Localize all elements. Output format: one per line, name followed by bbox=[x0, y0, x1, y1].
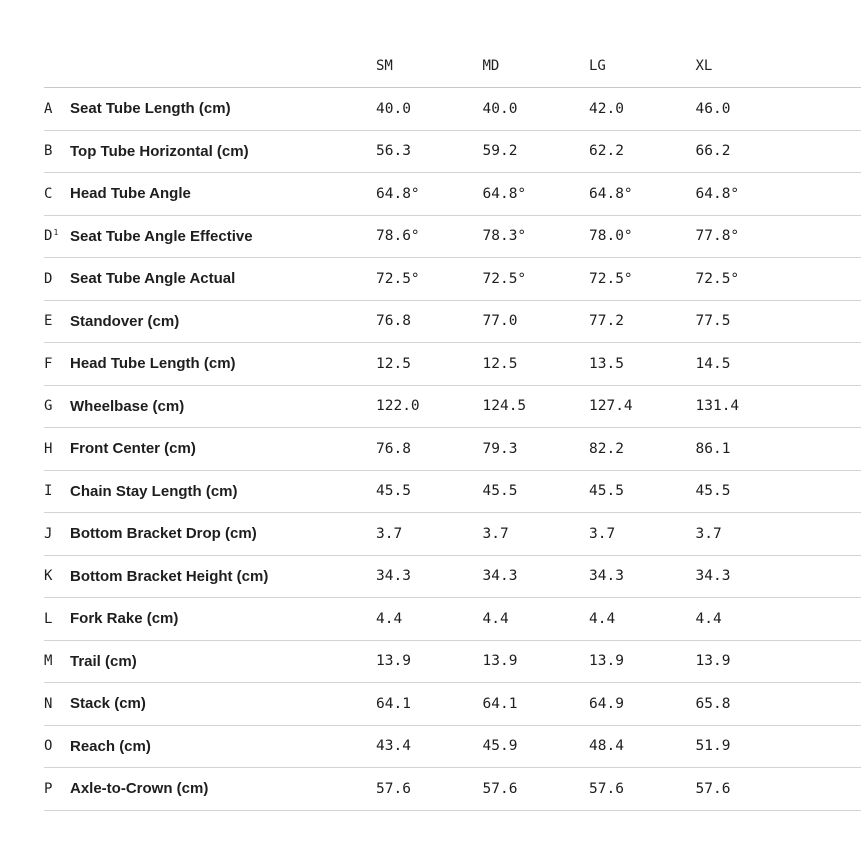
value-cell-md: 78.3° bbox=[483, 215, 590, 258]
value-cell-md: 59.2 bbox=[483, 130, 590, 173]
row-letter-text: C bbox=[44, 185, 53, 202]
value-cell-lg: 82.2 bbox=[589, 428, 696, 471]
value-cell-sm: 56.3 bbox=[376, 130, 483, 173]
row-letter bbox=[44, 683, 70, 726]
value-cell-lg: 78.0° bbox=[589, 215, 696, 258]
value-cell-sm: 72.5° bbox=[376, 258, 483, 301]
value-cell-lg: 64.8° bbox=[589, 173, 696, 216]
table-row bbox=[44, 300, 861, 343]
value-cell-sm: 40.0 bbox=[376, 88, 483, 131]
value-cell-lg: 4.4 bbox=[589, 598, 696, 641]
table-row bbox=[44, 215, 861, 258]
value-cell-sm: 45.5 bbox=[376, 470, 483, 513]
row-letter-text: D bbox=[44, 270, 53, 287]
value-cell-sm: 12.5 bbox=[376, 343, 483, 386]
value-cell-sm: 76.8 bbox=[376, 428, 483, 471]
table-row bbox=[44, 513, 861, 556]
row-letter bbox=[44, 215, 70, 258]
value-cell-md: 45.9 bbox=[483, 725, 590, 768]
value-cell-lg: 77.2 bbox=[589, 300, 696, 343]
row-label: Fork Rake (cm) bbox=[70, 598, 376, 641]
table-row bbox=[44, 555, 861, 598]
value-cell-md: 34.3 bbox=[483, 555, 590, 598]
row-label: Front Center (cm) bbox=[70, 428, 376, 471]
value-cell-sm: 34.3 bbox=[376, 555, 483, 598]
value-cell-md: 4.4 bbox=[483, 598, 590, 641]
value-cell-xl: 65.8 bbox=[696, 683, 861, 726]
value-cell-lg: 13.5 bbox=[589, 343, 696, 386]
value-cell-lg: 64.9 bbox=[589, 683, 696, 726]
table-row bbox=[44, 640, 861, 683]
row-letter bbox=[44, 598, 70, 641]
value-cell-md: 77.0 bbox=[483, 300, 590, 343]
value-cell-md: 12.5 bbox=[483, 343, 590, 386]
value-cell-lg: 62.2 bbox=[589, 130, 696, 173]
table-row bbox=[44, 343, 861, 386]
row-letter-text: L bbox=[44, 610, 53, 627]
value-cell-xl: 86.1 bbox=[696, 428, 861, 471]
value-cell-lg: 45.5 bbox=[589, 470, 696, 513]
row-letter-text: I bbox=[44, 483, 53, 500]
header-size-sm: SM bbox=[376, 45, 483, 88]
table-row bbox=[44, 768, 861, 811]
value-cell-sm: 122.0 bbox=[376, 385, 483, 428]
value-cell-sm: 13.9 bbox=[376, 640, 483, 683]
value-cell-md: 40.0 bbox=[483, 88, 590, 131]
row-letter-text: D bbox=[44, 228, 53, 245]
row-letter bbox=[44, 88, 70, 131]
table-row bbox=[44, 470, 861, 513]
row-label: Seat Tube Angle Effective bbox=[70, 215, 376, 258]
row-label: Seat Tube Length (cm) bbox=[70, 88, 376, 131]
table-body bbox=[44, 88, 861, 811]
value-cell-lg: 13.9 bbox=[589, 640, 696, 683]
value-cell-lg: 127.4 bbox=[589, 385, 696, 428]
row-label: Bottom Bracket Drop (cm) bbox=[70, 513, 376, 556]
table-row bbox=[44, 428, 861, 471]
value-cell-md: 13.9 bbox=[483, 640, 590, 683]
row-letter bbox=[44, 173, 70, 216]
row-letter bbox=[44, 258, 70, 301]
value-cell-sm: 57.6 bbox=[376, 768, 483, 811]
header-label-cell bbox=[70, 45, 376, 88]
value-cell-xl: 77.5 bbox=[696, 300, 861, 343]
header-size-lg: LG bbox=[589, 45, 696, 88]
value-cell-xl: 64.8° bbox=[696, 173, 861, 216]
value-cell-lg: 57.6 bbox=[589, 768, 696, 811]
geometry-table bbox=[44, 45, 861, 811]
row-letter bbox=[44, 513, 70, 556]
value-cell-xl: 131.4 bbox=[696, 385, 861, 428]
table-row bbox=[44, 385, 861, 428]
value-cell-lg: 48.4 bbox=[589, 725, 696, 768]
table-header bbox=[44, 45, 861, 88]
value-cell-xl: 72.5° bbox=[696, 258, 861, 301]
value-cell-lg: 72.5° bbox=[589, 258, 696, 301]
row-label: Chain Stay Length (cm) bbox=[70, 470, 376, 513]
table-row bbox=[44, 173, 861, 216]
row-letter-text: B bbox=[44, 143, 53, 160]
row-letter-text: M bbox=[44, 653, 53, 670]
header-letter-cell bbox=[44, 45, 70, 88]
row-letter bbox=[44, 343, 70, 386]
value-cell-sm: 76.8 bbox=[376, 300, 483, 343]
table-row bbox=[44, 725, 861, 768]
row-label: Top Tube Horizontal (cm) bbox=[70, 130, 376, 173]
row-label: Axle-to-Crown (cm) bbox=[70, 768, 376, 811]
row-letter-text: O bbox=[44, 738, 53, 755]
value-cell-xl: 46.0 bbox=[696, 88, 861, 131]
value-cell-sm: 43.4 bbox=[376, 725, 483, 768]
row-letter bbox=[44, 300, 70, 343]
row-label: Bottom Bracket Height (cm) bbox=[70, 555, 376, 598]
value-cell-lg: 42.0 bbox=[589, 88, 696, 131]
value-cell-xl: 45.5 bbox=[696, 470, 861, 513]
value-cell-sm: 64.8° bbox=[376, 173, 483, 216]
table-row bbox=[44, 683, 861, 726]
row-letter-text: P bbox=[44, 780, 53, 797]
header-row bbox=[44, 45, 861, 88]
value-cell-xl: 51.9 bbox=[696, 725, 861, 768]
value-cell-xl: 3.7 bbox=[696, 513, 861, 556]
table-row bbox=[44, 258, 861, 301]
value-cell-sm: 4.4 bbox=[376, 598, 483, 641]
row-letter bbox=[44, 130, 70, 173]
value-cell-lg: 3.7 bbox=[589, 513, 696, 556]
value-cell-sm: 78.6° bbox=[376, 215, 483, 258]
row-label: Trail (cm) bbox=[70, 640, 376, 683]
row-letter-text: A bbox=[44, 100, 53, 117]
value-cell-md: 79.3 bbox=[483, 428, 590, 471]
value-cell-xl: 66.2 bbox=[696, 130, 861, 173]
value-cell-md: 72.5° bbox=[483, 258, 590, 301]
row-letter bbox=[44, 725, 70, 768]
row-label: Standover (cm) bbox=[70, 300, 376, 343]
row-letter bbox=[44, 470, 70, 513]
row-letter bbox=[44, 555, 70, 598]
value-cell-xl: 77.8° bbox=[696, 215, 861, 258]
value-cell-md: 64.8° bbox=[483, 173, 590, 216]
value-cell-sm: 64.1 bbox=[376, 683, 483, 726]
row-label: Seat Tube Angle Actual bbox=[70, 258, 376, 301]
value-cell-md: 45.5 bbox=[483, 470, 590, 513]
row-letter-text: G bbox=[44, 398, 53, 415]
value-cell-xl: 57.6 bbox=[696, 768, 861, 811]
value-cell-xl: 13.9 bbox=[696, 640, 861, 683]
row-letter-text: E bbox=[44, 313, 53, 330]
value-cell-md: 64.1 bbox=[483, 683, 590, 726]
row-letter-superscript: 1 bbox=[53, 228, 59, 238]
row-label: Wheelbase (cm) bbox=[70, 385, 376, 428]
row-letter-text: N bbox=[44, 695, 53, 712]
value-cell-lg: 34.3 bbox=[589, 555, 696, 598]
row-letter bbox=[44, 640, 70, 683]
row-label: Reach (cm) bbox=[70, 725, 376, 768]
value-cell-xl: 4.4 bbox=[696, 598, 861, 641]
row-label: Stack (cm) bbox=[70, 683, 376, 726]
table-row bbox=[44, 598, 861, 641]
row-letter-text: J bbox=[44, 525, 53, 542]
table-row bbox=[44, 88, 861, 131]
row-letter bbox=[44, 768, 70, 811]
value-cell-xl: 14.5 bbox=[696, 343, 861, 386]
row-letter-text: K bbox=[44, 568, 53, 585]
header-size-md: MD bbox=[483, 45, 590, 88]
table-row bbox=[44, 130, 861, 173]
row-letter bbox=[44, 428, 70, 471]
value-cell-md: 57.6 bbox=[483, 768, 590, 811]
header-size-xl: XL bbox=[696, 45, 861, 88]
row-letter-text: H bbox=[44, 440, 53, 457]
value-cell-md: 124.5 bbox=[483, 385, 590, 428]
row-label: Head Tube Length (cm) bbox=[70, 343, 376, 386]
row-letter bbox=[44, 385, 70, 428]
row-label: Head Tube Angle bbox=[70, 173, 376, 216]
row-letter-text: F bbox=[44, 355, 53, 372]
value-cell-xl: 34.3 bbox=[696, 555, 861, 598]
value-cell-md: 3.7 bbox=[483, 513, 590, 556]
value-cell-sm: 3.7 bbox=[376, 513, 483, 556]
